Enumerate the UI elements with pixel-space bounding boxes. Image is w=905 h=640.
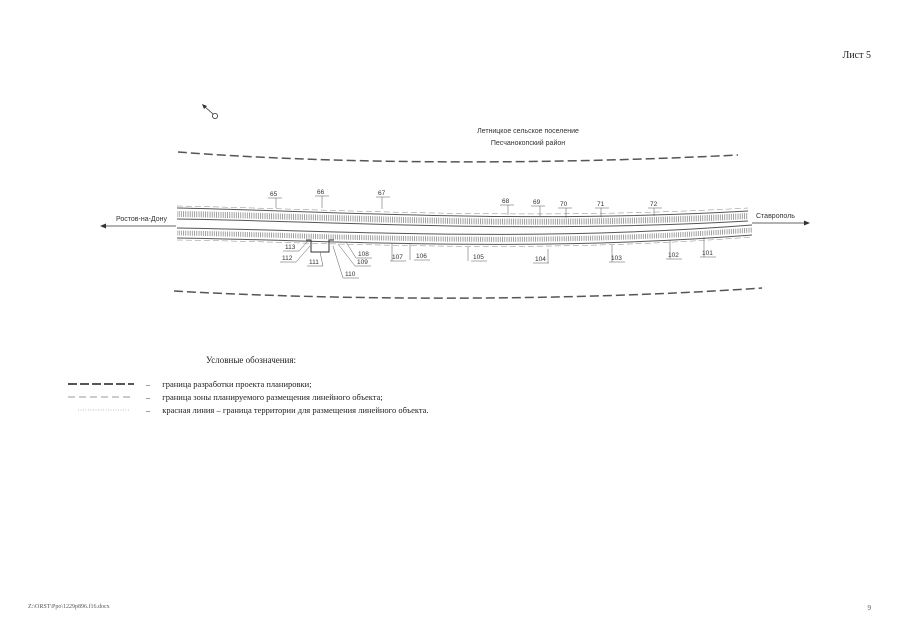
- planning-boundary-top: [178, 152, 738, 162]
- point-label: 105: [473, 254, 484, 261]
- point-label: 109: [357, 259, 368, 266]
- thick-dashed-line-icon: [68, 380, 134, 388]
- point-label: 69: [533, 199, 541, 206]
- legend-item: [68, 379, 312, 389]
- point-label: 67: [378, 190, 386, 197]
- legend-item: [68, 392, 383, 402]
- dotted-line-icon: [68, 406, 134, 414]
- legend-dash: –: [146, 379, 151, 389]
- point-label: 108: [358, 251, 369, 258]
- legend-item: [68, 405, 429, 415]
- sheet-label: Лист 5: [842, 50, 871, 61]
- north-arrow-icon: [202, 104, 218, 119]
- planning-boundary-bottom: [174, 288, 762, 298]
- point-label: 112: [282, 255, 293, 262]
- point-label: 66: [317, 189, 325, 196]
- point-label: 106: [416, 253, 427, 260]
- road-lower: [177, 225, 752, 246]
- point-label: 104: [535, 256, 546, 263]
- point-label: 70: [560, 201, 568, 208]
- point-label: 71: [597, 201, 605, 208]
- arrow-left-icon: [100, 224, 176, 229]
- direction-right-label: Ставрополь: [756, 213, 795, 220]
- direction-left-label: Ростов-на-Дону: [116, 216, 167, 223]
- point-label: 110: [345, 271, 356, 278]
- point-label: 107: [392, 254, 403, 261]
- point-label: 68: [502, 198, 510, 205]
- legend-text: красная линия – граница территории для размещения линейного объекта.: [162, 405, 429, 415]
- arrow-right-icon: [752, 221, 810, 226]
- legend-dash: –: [146, 405, 151, 415]
- point-label: 65: [270, 191, 278, 198]
- road-upper: [177, 206, 748, 227]
- point-label: 113: [285, 244, 296, 251]
- legend-dash: –: [146, 392, 151, 402]
- point-label: 102: [668, 252, 679, 259]
- legend-text: граница разработки проекта планировки;: [162, 379, 312, 389]
- point-label: 101: [702, 250, 713, 257]
- thin-dashed-line-icon: [68, 393, 134, 401]
- district-label: Песчанокопский район: [490, 140, 566, 147]
- point-label: 111: [309, 259, 319, 266]
- point-label: 72: [650, 201, 658, 208]
- legend-title: Условные обозначения:: [206, 355, 297, 365]
- legend-text: граница зоны планируемого размещения линейного объекта;: [162, 392, 383, 402]
- page-number: 9: [867, 604, 871, 612]
- point-label: 103: [611, 255, 622, 262]
- settlement-label: Летницкое сельское поселение: [477, 128, 579, 135]
- footer-file-path: Z:\ORST\Ppo\1229p896.f16.docx: [28, 604, 110, 610]
